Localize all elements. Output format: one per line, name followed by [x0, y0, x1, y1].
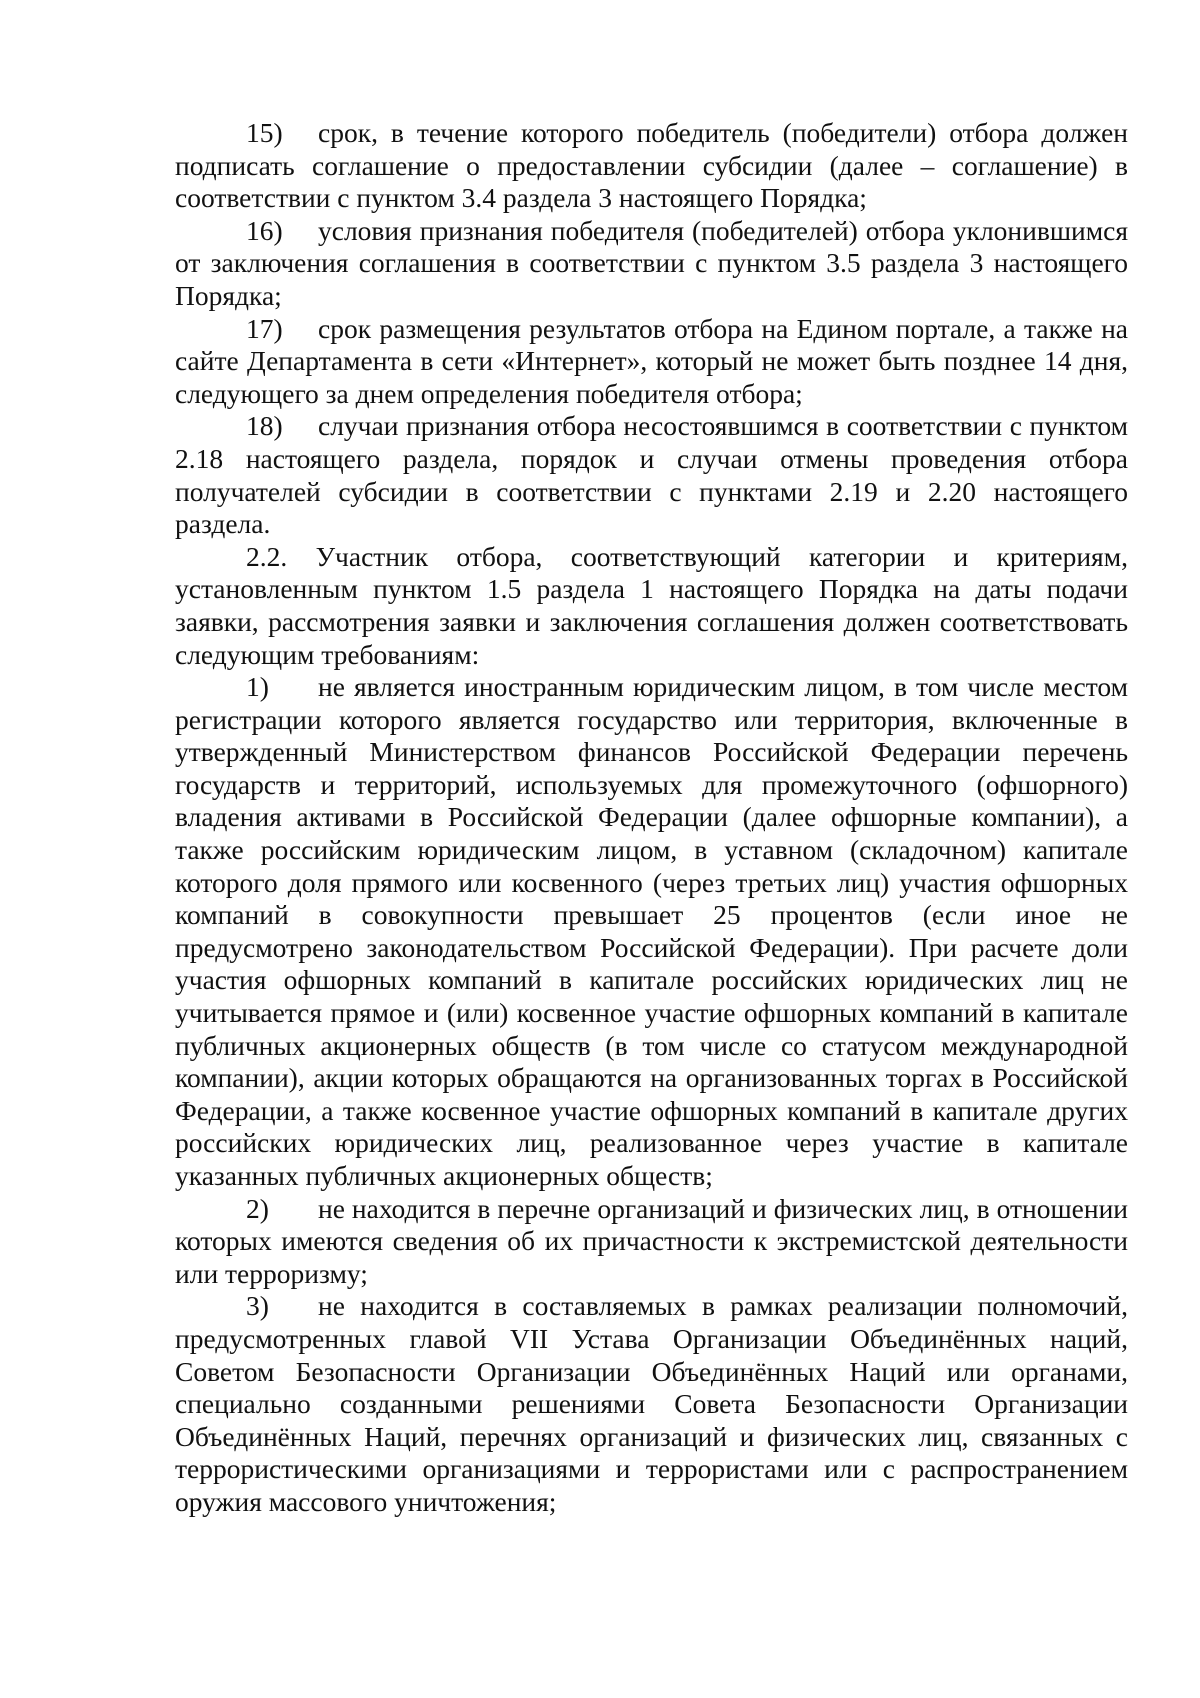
- list-item-15: [175, 117, 1128, 215]
- item-number: 1): [246, 671, 269, 703]
- document-page: [175, 117, 1128, 1519]
- item-text: не находится в составляемых в рамках реализации полномочий, предусмотренных главой VII Устава Организации Объединённых наций, Советом Безопасности Организации Объединённых Наций или органами, специально созданными решениями Совета Безопасности Организации Объединённых Наций, перечнях организаций и физических лиц, связанных с террористическими организациями и террористами или с распространением оружия массового уничтожения;: [175, 1290, 1128, 1517]
- item-text: случаи признания отбора несостоявшимся в соответствии с пунктом 2.18 настоящего раздела, порядок и случаи отмены проведения отбора получателей субсидии в соответствии с пунктами 2.19 и 2.20 настоящего раздела.: [175, 410, 1128, 540]
- item-number: 15): [246, 117, 283, 148]
- requirement-item-2: [175, 1193, 1128, 1291]
- section-number: 2.2.: [246, 540, 288, 572]
- item-text: не является иностранным юридическим лицом, в том числе местом регистрации которого является государство или территория, включенные в утвержденный Министерством финансов Российской Федерации перечень государств и территорий, используемых для промежуточного (офшорного) владения активами в Российской Федерации (далее офшорные компании), а также российским юридическим лицом, в уставном (складочном) капитале которого доля прямого или косвенного (через третьих лиц) участия офшорных компаний в совокупности превышает 25 процентов (если иное не предусмотрено законодательством Российской Федерации). При расчете доли участия офшорных компаний в капитале российских юридических лиц не учитывается прямое и (или) косвенное участие офшорных компаний в капитале публичных акционерных обществ (в том числе со статусом международной компании), акции которых обращаются на организованных торгах в Российской Федерации, а также косвенное участие офшорных компаний в капитале других российских юридических лиц, реализованное через участие в капитале указанных публичных акционерных обществ;: [175, 671, 1128, 1191]
- requirement-item-3: [175, 1290, 1128, 1518]
- item-number: 17): [246, 312, 283, 344]
- section-2-2: [175, 541, 1128, 671]
- item-text: срок размещения результатов отбора на Едином портале, а также на сайте Департамента в сети «Интернет», который не может быть позднее 14 дня, следующего за днем определения победителя отбора;: [175, 312, 1128, 409]
- list-item-17: [175, 313, 1128, 411]
- item-number: 2): [246, 1192, 269, 1224]
- item-number: 3): [246, 1290, 269, 1322]
- section-text: Участник отбора, соответствующий категории и критериям, установленным пунктом 1.5 раздела 1 настоящего Порядка на даты подачи заявки, рассмотрения заявки и заключения соглашения должен соответствовать следующим требованиям:: [175, 540, 1128, 670]
- item-text: срок, в течение которого победитель (победители) отбора должен подписать соглашение о предоставлении субсидии (далее – соглашение) в соответствии с пунктом 3.4 раздела 3 настоящего Порядка;: [175, 117, 1128, 214]
- item-text: условия признания победителя (победителей) отбора уклонившимся от заключения соглашения в соответствии с пунктом 3.5 раздела 3 настоящего Порядка;: [175, 214, 1128, 311]
- list-item-18: [175, 410, 1128, 540]
- item-number: 16): [246, 214, 283, 246]
- item-text: не находится в перечне организаций и физических лиц, в отношении которых имеются сведения об их причастности к экстремистской деятельности или терроризму;: [175, 1192, 1128, 1289]
- item-number: 18): [246, 410, 283, 442]
- list-item-16: [175, 215, 1128, 313]
- requirement-item-1: [175, 671, 1128, 1193]
